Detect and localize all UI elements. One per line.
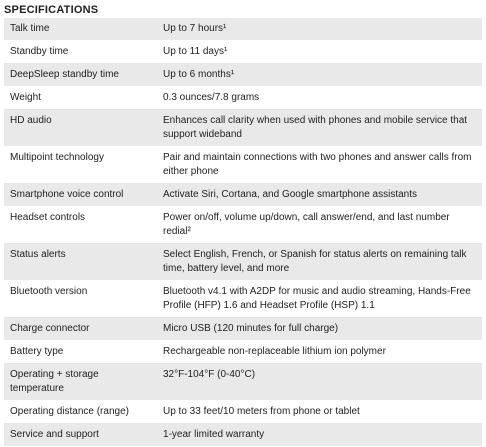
spec-label: Operating + storage temperature <box>4 364 157 401</box>
spec-label: Weight <box>4 87 157 110</box>
spec-row <box>4 110 482 147</box>
spec-label: DeepSleep standby time <box>4 64 157 87</box>
spec-row <box>4 207 482 244</box>
spec-label: Operating distance (range) <box>4 401 157 424</box>
spec-value: Up to 33 feet/10 meters from phone or tablet <box>157 401 482 424</box>
spec-label: Charge connector <box>4 318 157 341</box>
spec-label: Status alerts <box>4 244 157 281</box>
spec-label: Talk time <box>4 18 157 41</box>
spec-row <box>4 41 482 64</box>
spec-label: Service and support <box>4 424 157 447</box>
spec-row <box>4 341 482 364</box>
spec-row <box>4 184 482 207</box>
spec-row <box>4 18 482 41</box>
spec-label: HD audio <box>4 110 157 147</box>
spec-label: Bluetooth version <box>4 281 157 318</box>
spec-label: Smartphone voice control <box>4 184 157 207</box>
spec-value: Enhances call clarity when used with phones and mobile service that support wideband <box>157 110 482 147</box>
spec-value: Power on/off, volume up/down, call answer/end, and last number redial² <box>157 207 482 244</box>
spec-value: Up to 11 days¹ <box>157 41 482 64</box>
spec-value: Pair and maintain connections with two phones and answer calls from either phone <box>157 147 482 184</box>
specifications-table <box>4 18 482 447</box>
spec-value: Up to 6 months¹ <box>157 64 482 87</box>
spec-value: Bluetooth v4.1 with A2DP for music and audio streaming, Hands-Free Profile (HFP) 1.6 and Headset Profile (HSP) 1.1 <box>157 281 482 318</box>
spec-row <box>4 147 482 184</box>
spec-value: 32°F-104°F (0-40°C) <box>157 364 482 401</box>
specifications-page <box>0 2 486 438</box>
spec-label: Battery type <box>4 341 157 364</box>
spec-label: Standby time <box>4 41 157 64</box>
spec-row <box>4 87 482 110</box>
spec-value: Up to 7 hours¹ <box>157 18 482 41</box>
spec-label: Headset controls <box>4 207 157 244</box>
spec-row <box>4 401 482 424</box>
spec-value: Micro USB (120 minutes for full charge) <box>157 318 482 341</box>
spec-value: Activate Siri, Cortana, and Google smartphone assistants <box>157 184 482 207</box>
spec-row <box>4 244 482 281</box>
spec-value: Rechargeable non-replaceable lithium ion polymer <box>157 341 482 364</box>
spec-row <box>4 364 482 401</box>
spec-label: Multipoint technology <box>4 147 157 184</box>
spec-row <box>4 64 482 87</box>
spec-row <box>4 281 482 318</box>
spec-value: Select English, French, or Spanish for status alerts on remaining talk time, battery level, and more <box>157 244 482 281</box>
spec-row <box>4 318 482 341</box>
section-title: SPECIFICATIONS <box>4 4 99 16</box>
spec-value: 0.3 ounces/7.8 grams <box>157 87 482 110</box>
spec-value: 1-year limited warranty <box>157 424 482 447</box>
spec-row <box>4 424 482 447</box>
